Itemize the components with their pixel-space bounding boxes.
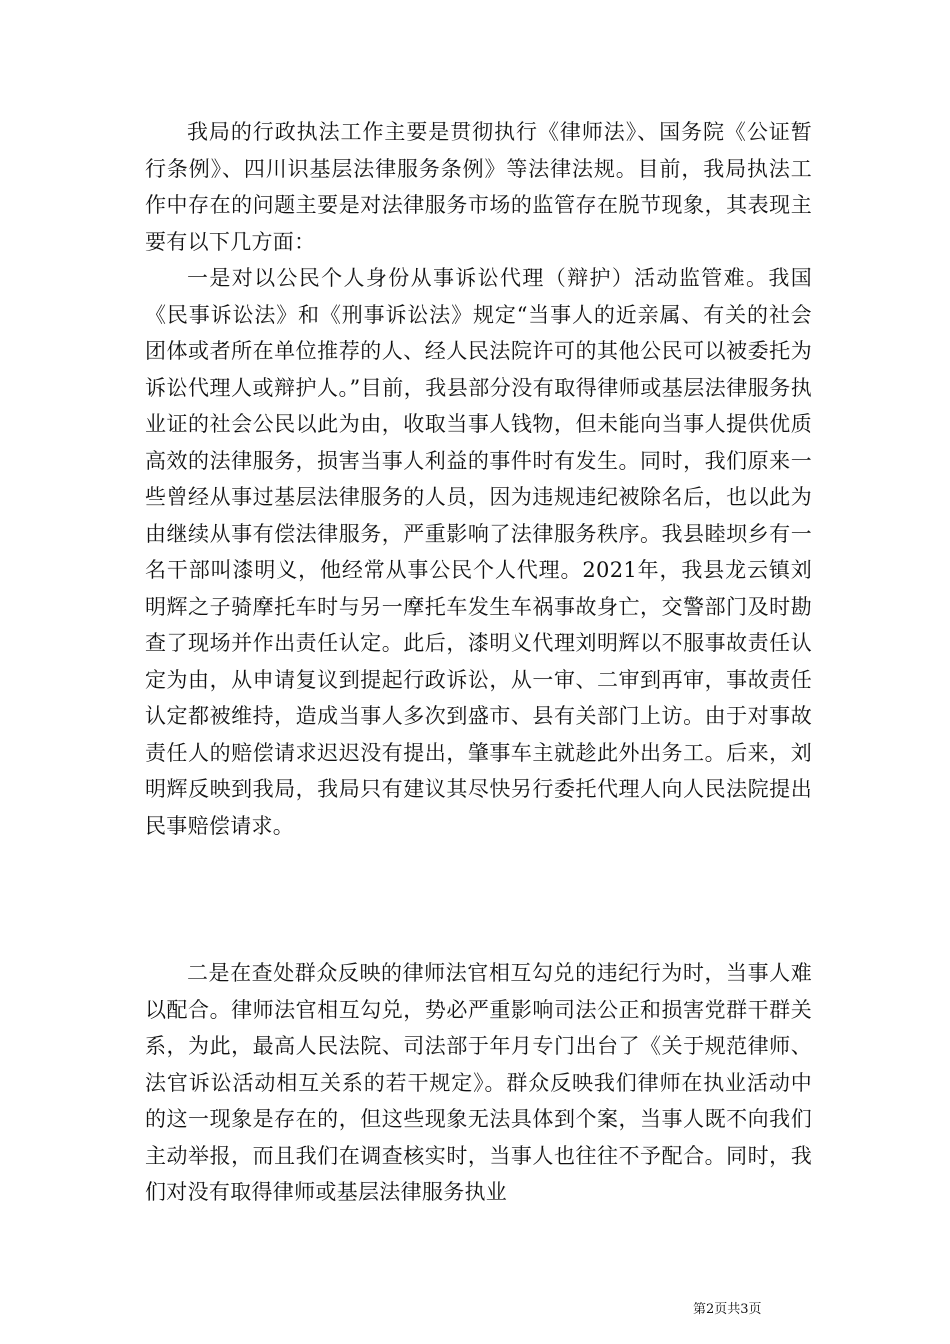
paragraph-intro: 我局的行政执法工作主要是贯彻执行《律师法》、国务院《公证暂行条例》、四川识基层法律服务条例》等法律法规。目前，我局执法工作中存在的问题主要是对法律服务市场的监管存在脱节现象，其表现主要有以下几方面： [145,120,812,254]
body-section-2 [145,955,812,1211]
body-section-1 [145,114,812,844]
page-number-footer: 第2页共3页 [693,1302,762,1317]
paragraph-point-one: 一是对以公民个人身份从事诉讼代理（辩护）活动监管难。我国《民事诉讼法》和《刑事诉讼法》规定“当事人的近亲属、有关的社会团体或者所在单位推荐的人、经人民法院许可的其他公民可以被委托为诉讼代理人或辩护人。”目前，我县部分没有取得律师或基层法律服务执业证的社会公民以此为由，收取当事人钱物，但未能向当事人提供优质高效的法律服务，损害当事人利益的事件时有发生。同时，我们原来一些曾经从事过基层法律服务的人员，因为违规违纪被除名后，也以此为由继续从事有偿法律服务，严重影响了法律服务秩序。我县睦坝乡有一名干部叫漆明义，他经常从事公民个人代理。2021年，我县龙云镇刘明辉之子骑摩托车时与另一摩托车发生车祸事故身亡，交警部门及时勘查了现场并作出责任认定。此后，漆明义代理刘明辉以不服事故责任认定为由，从申请复议到提起行政诉讼，从一审、二审到再审，事故责任认定都被维持，造成当事人多次到盛市、县有关部门上访。由于对事故责任人的赔偿请求迟迟没有提出，肇事车主就趁此外出务工。后来，刘明辉反映到我局，我局只有建议其尽快另行委托代理人向人民法院提出民事赔偿请求。 [145,266,812,838]
paragraph-point-two: 二是在查处群众反映的律师法官相互勾兑的违纪行为时，当事人难以配合。律师法官相互勾兑，势必严重影响司法公正和损害党群干群关系，为此，最高人民法院、司法部于年月专门出台了《关于规范律师、法官诉讼活动相互关系的若干规定》。群众反映我们律师在执业活动中的这一现象是存在的，但这些现象无法具体到个案，当事人既不向我们主动举报，而且我们在调查核实时，当事人也往往不予配合。同时，我们对没有取得律师或基层法律服务执业 [145,961,812,1204]
